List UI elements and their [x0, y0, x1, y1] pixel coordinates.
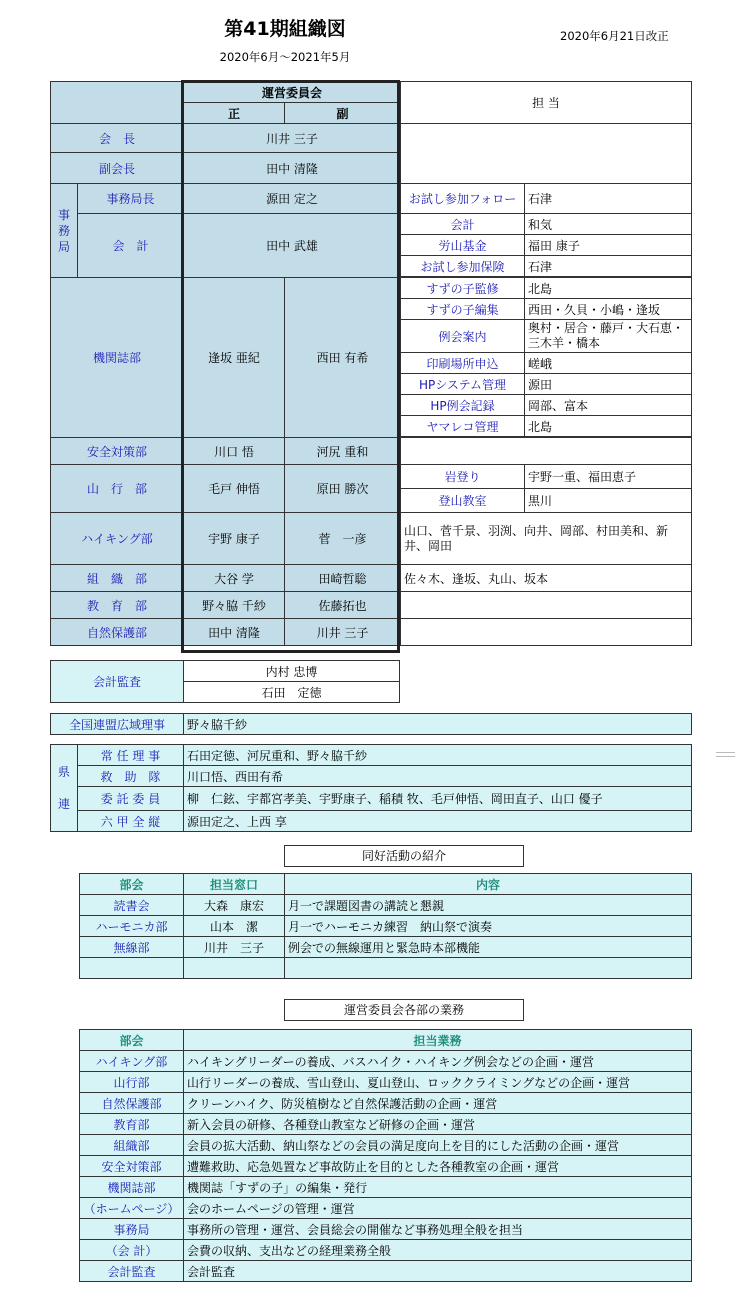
anzen-fuku: 河尻 重和: [285, 438, 401, 465]
kyoiku-fuku: 佐藤拓也: [285, 592, 401, 619]
kenren-row-names: 源田定之、上西 享: [184, 811, 692, 832]
fukukaicho-name: 田中 清隆: [184, 153, 401, 184]
tanto-role: ヤマレコ管理: [401, 416, 525, 437]
duty-dept: ハイキング部: [80, 1051, 184, 1072]
scroll-marker: [716, 752, 735, 757]
duty-text: 遭難救助、応急処置など事故防止を目的とした各種教室の企画・運営: [184, 1156, 692, 1177]
tanto-role: 労山基金: [401, 235, 525, 256]
duty-text: 機関誌「すずの子」の編集・発行: [184, 1177, 692, 1198]
tanto-name: 福田 康子: [525, 235, 692, 256]
duty-dept: 山行部: [80, 1072, 184, 1093]
audit-name-1: 内村 忠博: [184, 661, 400, 682]
tanto-name: 石津: [525, 184, 692, 214]
committee-header: 運営委員会: [184, 82, 401, 103]
tanto-name: 西田・久貝・小嶋・逢坂: [525, 299, 692, 320]
duty-text: 会費の収納、支出などの経理業務全般: [184, 1240, 692, 1261]
duties-caption: 運営委員会各部の業務: [284, 999, 524, 1021]
duty-text: 会のホームページの管理・運営: [184, 1198, 692, 1219]
soshiki-sei: 大谷 学: [184, 565, 285, 592]
tanto-empty-1: [401, 124, 692, 184]
hobby-caption: 同好活動の紹介: [284, 845, 524, 867]
zenkoku-label: 全国連盟広域理事: [51, 714, 184, 735]
tanto-role: 印刷場所申込: [401, 353, 525, 374]
hobby-contact: 山本 潔: [184, 916, 285, 937]
duty-text: ハイキングリーダーの養成、バスハイク・ハイキング例会などの企画・運営: [184, 1051, 692, 1072]
kenren-vertical-char-2: 連: [57, 797, 70, 811]
tanto-name: 北島: [525, 278, 692, 299]
hobby-content: [285, 958, 692, 979]
hobby-club: 無線部: [80, 937, 184, 958]
hobby-table: [79, 873, 692, 979]
hobby-club: [80, 958, 184, 979]
tanto-empty-2: [401, 438, 692, 465]
audit-label: 会計監査: [51, 661, 184, 703]
tanto-name: 石津: [525, 256, 692, 277]
tanto-role: お試し参加保険: [401, 256, 525, 277]
tanto-name: 岡部、富本: [525, 395, 692, 416]
kenren-vertical-char-1: 県: [57, 765, 70, 779]
duty-text: 会計監査: [184, 1261, 692, 1282]
audit-name-2: 石田 定徳: [184, 682, 400, 703]
audit-table: [50, 660, 400, 703]
kenren-row-label: 委 託 委 員: [78, 787, 184, 811]
duty-dept: 会計監査: [80, 1261, 184, 1282]
duty-text: 山行リーダーの養成、雪山登山、夏山登山、ロッククライミングなどの企画・運営: [184, 1072, 692, 1093]
tanto-name: 和気: [525, 214, 692, 235]
hobby-contact: 大森 康宏: [184, 895, 285, 916]
sanko-sei: 毛戸 伸悟: [184, 465, 285, 513]
fukukaicho-label: 副会長: [51, 153, 184, 184]
term-period: 2020年6月～2021年5月: [219, 50, 351, 64]
sanko-fuku: 原田 勝次: [285, 465, 401, 513]
kenren-row-names: 石田定徳、河尻重和、野々脇千紗: [184, 745, 692, 766]
tanto-name: 嵯峨: [525, 353, 692, 374]
tanto-role: HP例会記録: [401, 395, 525, 416]
hiking-label: ハイキング部: [51, 513, 184, 565]
shizen-sei: 田中 清隆: [184, 619, 285, 646]
duty-dept: 機関誌部: [80, 1177, 184, 1198]
duty-text: 事務所の管理・運営、会員総会の開催など事務処理全般を担当: [184, 1219, 692, 1240]
hobby-content: 月一でハーモニカ練習 納山祭で演奏: [285, 916, 692, 937]
hobby-content: 月一で課題図書の講読と懇親: [285, 895, 692, 916]
kyoiku-label: 教 育 部: [51, 592, 184, 619]
kenren-vertical-label: [51, 745, 78, 832]
duty-text: クリーンハイク、防災植樹など自然保護活動の企画・運営: [184, 1093, 692, 1114]
tanto-name: 奥村・居合・藤戸・大石恵・三木羊・橋本: [525, 320, 692, 353]
anzen-sei: 川口 悟: [184, 438, 285, 465]
duties-header-dept: 部会: [80, 1030, 184, 1051]
col-fuku: 副: [285, 103, 401, 124]
kaikei-name: 田中 武雄: [184, 214, 401, 278]
duty-text: 新入会員の研修、各種登山教室など研修の企画・運営: [184, 1114, 692, 1135]
tanto-role: HPシステム管理: [401, 374, 525, 395]
kaicho-label: 会 長: [51, 124, 184, 153]
duty-dept: 組織部: [80, 1135, 184, 1156]
kenren-table: [50, 744, 692, 832]
tanto-role: すずの子編集: [401, 299, 525, 320]
kenren-row-names: 柳 仁鉉、宇都宮孝美、宇野康子、稲積 牧、毛戸伸悟、岡田直子、山口 優子: [184, 787, 692, 811]
hiking-members: 山口、菅千景、羽渕、向井、岡部、村田美和、新井、岡田: [401, 513, 692, 565]
soshiki-label: 組 織 部: [51, 565, 184, 592]
hiking-fuku: 菅 一彦: [285, 513, 401, 565]
duties-header-duty: 担当業務: [184, 1030, 692, 1051]
duty-dept: （会 計）: [80, 1240, 184, 1261]
jimukyoku-vertical-label: 事務局: [51, 184, 78, 278]
kenren-row-names: 川口悟、西田有希: [184, 766, 692, 787]
hobby-header-content: 内容: [285, 874, 692, 895]
tanto-role: 登山教室: [401, 489, 525, 513]
page-title: 第41期組織図: [224, 18, 346, 40]
tanto-empty-3: [401, 592, 692, 619]
tanto-role: 岩登り: [401, 465, 525, 489]
kaikei-label: 会 計: [78, 214, 184, 278]
duties-table: [79, 1029, 692, 1282]
tanto-name: 宇野一重、福田恵子: [525, 465, 692, 489]
kikanshi-sei: 逢坂 亜紀: [184, 278, 285, 438]
kikanshi-fuku: 西田 有希: [285, 278, 401, 438]
duty-dept: 自然保護部: [80, 1093, 184, 1114]
tanto-role: お試し参加フォロー: [401, 184, 525, 214]
tanto-role: 会計: [401, 214, 525, 235]
duty-dept: （ホームページ）: [80, 1198, 184, 1219]
kenren-row-label: 常 任 理 事: [78, 745, 184, 766]
zenkoku-name: 野々脇千紗: [184, 714, 692, 735]
tanto-header: 担 当: [401, 82, 692, 124]
sanko-label: 山 行 部: [51, 465, 184, 513]
jimukyokucho-name: 源田 定之: [184, 184, 401, 214]
col-sei: 正: [184, 103, 285, 124]
shizen-label: 自然保護部: [51, 619, 184, 646]
hiking-sei: 宇野 康子: [184, 513, 285, 565]
tanto-name: 黒川: [525, 489, 692, 513]
hobby-header-club: 部会: [80, 874, 184, 895]
tanto-name: 北島: [525, 416, 692, 437]
shizen-fuku: 川井 三子: [285, 619, 401, 646]
kikanshi-label: 機関誌部: [51, 278, 184, 438]
tanto-role: すずの子監修: [401, 278, 525, 299]
hobby-contact: [184, 958, 285, 979]
duty-text: 会員の拡大活動、納山祭などの会員の満足度向上を目的にした活動の企画・運営: [184, 1135, 692, 1156]
hobby-club: ハーモニカ部: [80, 916, 184, 937]
revision-date: 2020年6月21日改正: [560, 29, 669, 43]
anzen-label: 安全対策部: [51, 438, 184, 465]
hobby-contact: 川井 三子: [184, 937, 285, 958]
org-chart-table: [50, 81, 692, 646]
duty-dept: 教育部: [80, 1114, 184, 1135]
tanto-empty-4: [401, 619, 692, 646]
tanto-name: 源田: [525, 374, 692, 395]
soshiki-members: 佐々木、逢坂、丸山、坂本: [401, 565, 692, 592]
kenren-row-label: 六 甲 全 縦: [78, 811, 184, 832]
tanto-role: 例会案内: [401, 320, 525, 353]
kenren-row-label: 救 助 隊: [78, 766, 184, 787]
jimukyokucho-label: 事務局長: [78, 184, 184, 214]
kaicho-name: 川井 三子: [184, 124, 401, 153]
kyoiku-sei: 野々脇 千紗: [184, 592, 285, 619]
zenkoku-table: [50, 713, 692, 735]
hobby-content: 例会での無線運用と緊急時本部機能: [285, 937, 692, 958]
soshiki-fuku: 田崎哲聡: [285, 565, 401, 592]
hobby-header-contact: 担当窓口: [184, 874, 285, 895]
duty-dept: 事務局: [80, 1219, 184, 1240]
corner-cell: [51, 82, 184, 124]
duty-dept: 安全対策部: [80, 1156, 184, 1177]
hobby-club: 読書会: [80, 895, 184, 916]
